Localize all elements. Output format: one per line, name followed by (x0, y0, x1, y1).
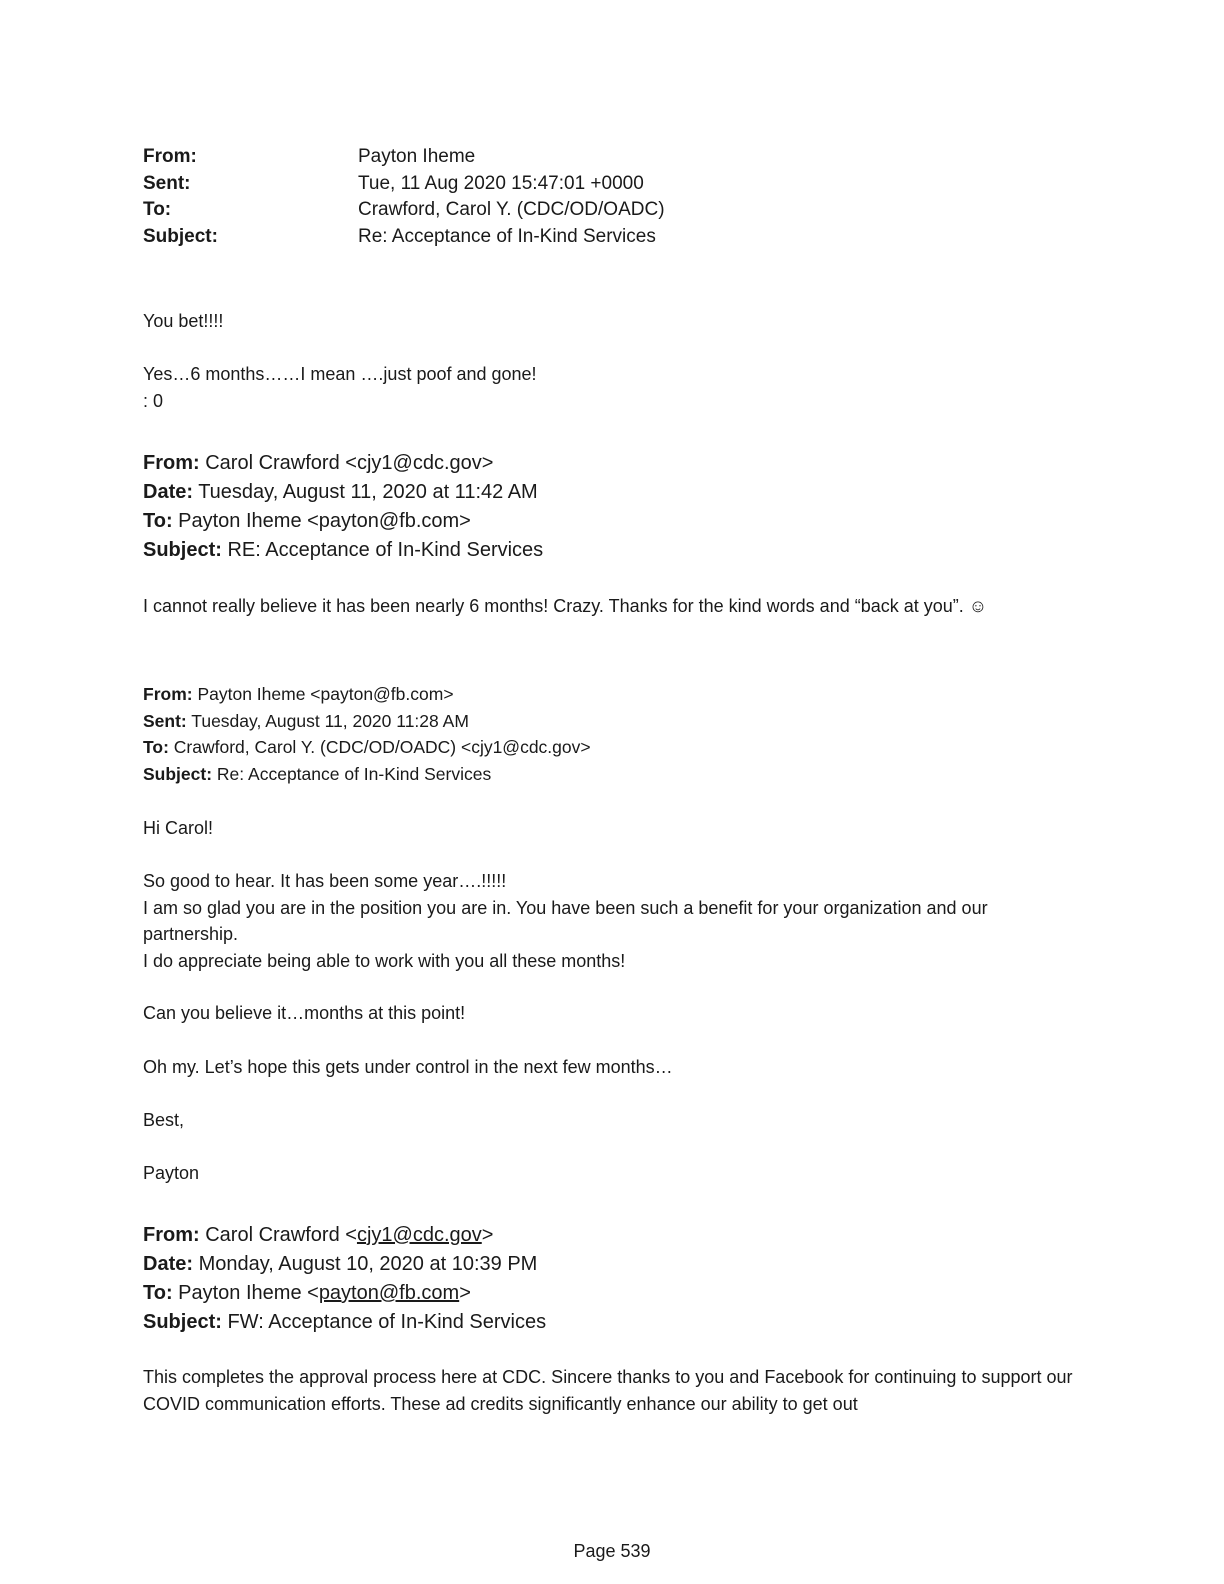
quote3-from-email-link[interactable]: cjy1@cdc.gov (356, 1224, 482, 1246)
header-from-row (143, 144, 665, 171)
quote3-subject-row (143, 1308, 546, 1337)
quote2-to-value: Crawford, Carol Y. (CDC/OD/OADC) <cjy1@cdc.gov> (168, 737, 591, 757)
page-number: Page 539 (573, 1541, 651, 1561)
quote1-date-row (143, 478, 543, 507)
header-to-value: Crawford, Carol Y. (CDC/OD/OADC) (358, 199, 665, 221)
header-sent-label: Sent: (143, 172, 191, 194)
quote2-paragraph-3: Oh my. Let’s hope this gets under control in the next few months… (143, 1057, 673, 1077)
quote1-subject-value: RE: Acceptance of In-Kind Services (221, 539, 544, 561)
quote1-from-row (143, 449, 543, 478)
header-subject-label: Subject: (143, 225, 218, 247)
quote2-greeting: Hi Carol! (143, 818, 214, 838)
quote2-header (143, 681, 591, 787)
header-sent-row (143, 171, 665, 198)
header-subject-row (143, 224, 665, 251)
quote2-subject-value: Re: Acceptance of In-Kind Services (212, 763, 492, 784)
quote2-subject-row (143, 761, 591, 788)
header-subject-value: Re: Acceptance of In-Kind Services (358, 225, 656, 247)
reply-line-1: You bet!!!! (143, 311, 224, 331)
quote2-from-row (143, 681, 591, 708)
quote2-p1-line1: So good to hear. It has been some year….!!!!! (143, 871, 507, 891)
quote1-from-value: Carol Crawford <cjy1@cdc.gov> (199, 452, 494, 474)
quote1-header (143, 449, 543, 565)
header-to-row (143, 197, 665, 224)
quote3-subject-label: Subject: (143, 1311, 222, 1333)
quote2-paragraph-1 (143, 868, 1073, 974)
reply-line-2: Yes…6 months……I mean ….just poof and gone! (143, 364, 537, 384)
quote3-to-prefix: Payton Iheme < (172, 1282, 319, 1304)
quote1-date-label: Date: (143, 481, 194, 503)
quote3-from-label: From: (143, 1224, 200, 1246)
quote3-date-row (143, 1250, 546, 1279)
email-header (143, 144, 665, 250)
quote3-subject-value: FW: Acceptance of In-Kind Services (221, 1311, 547, 1333)
quote2-paragraph-2: Can you believe it…months at this point! (143, 1003, 466, 1023)
quote2-signature: Payton (143, 1163, 200, 1183)
quote3-from-suffix: > (481, 1224, 494, 1246)
quote2-sent-label: Sent: (143, 710, 187, 731)
quote2-from-value: Payton Iheme <payton@fb.com> (192, 684, 454, 704)
quote3-to-label: To: (143, 1282, 173, 1304)
quote3-from-row (143, 1221, 546, 1250)
quote1-date-value: Tuesday, August 11, 2020 at 11:42 AM (193, 481, 538, 503)
header-from-label: From: (143, 146, 197, 168)
quote2-to-label: To: (143, 737, 169, 757)
header-from-value: Payton Iheme (358, 146, 476, 168)
quote2-from-label: From: (143, 684, 193, 704)
header-sent-value: Tue, 11 Aug 2020 15:47:01 +0000 (358, 172, 644, 194)
quote1-from-label: From: (143, 452, 200, 474)
quote1-to-value: Payton Iheme <payton@fb.com> (172, 510, 471, 532)
quote3-to-email-link[interactable]: payton@fb.com (318, 1282, 460, 1304)
quote2-p1-line3: I do appreciate being able to work with you all these months! (143, 950, 626, 971)
quote1-body: I cannot really believe it has been nearly 6 months! Crazy. Thanks for the kind words and “back at you”. ☺ (143, 596, 988, 616)
quote2-sent-value: Tuesday, August 11, 2020 11:28 AM (186, 710, 469, 731)
quote3-to-row (143, 1279, 546, 1308)
quote3-to-suffix: > (459, 1282, 471, 1304)
quote1-subject-label: Subject: (143, 539, 222, 561)
quote2-subject-label: Subject: (143, 763, 213, 784)
quote3-header (143, 1221, 546, 1337)
quote3-date-value: Monday, August 10, 2020 at 10:39 PM (193, 1253, 538, 1275)
quote1-subject-row (143, 536, 543, 565)
reply-line-3: : 0 (143, 391, 164, 411)
quote2-sent-row (143, 708, 591, 735)
quote3-date-label: Date: (143, 1253, 194, 1275)
header-to-label: To: (143, 199, 172, 221)
quote3-from-prefix: Carol Crawford < (199, 1224, 357, 1246)
quote2-closing: Best, (143, 1110, 185, 1130)
quote1-to-row (143, 507, 543, 536)
quote2-p1-line2: I am so glad you are in the position you are in. You have been such a benefit for your organization and our partnership. (143, 897, 988, 944)
quote3-body: This completes the approval process here at CDC. Sincere thanks to you and Facebook for continuing to support our COVID communication efforts. These ad credits significantly enhance our ability to get out (143, 1367, 1073, 1414)
quote1-to-label: To: (143, 510, 173, 532)
quote2-to-row (143, 734, 591, 761)
